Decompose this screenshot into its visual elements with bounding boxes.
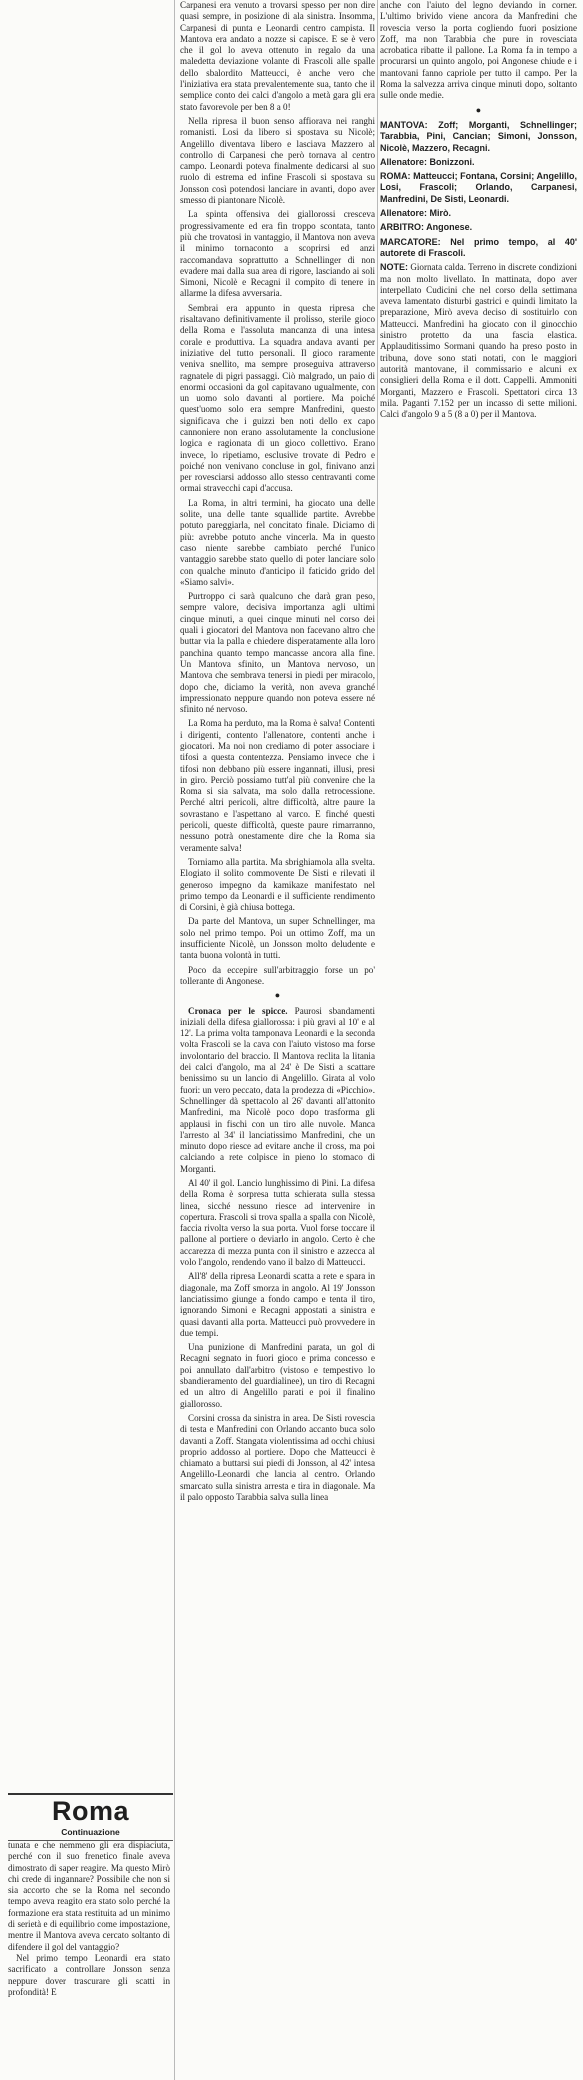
notes xyxy=(380,262,577,420)
lineup-mantova-players: Zoff; Morganti, Schnellinger; Tarabbia, Pini, Cancian; Simoni, Jonsson, Nicolè, Mazzero, Recagni. xyxy=(380,119,577,153)
article-paragraph: Torniamo alla partita. Ma sbrighiamola alla svelta. Elogiato il solito commovente De Sisti e rilevati il generoso impegno da kamikaze manifestato nel primo tempo da Leonardi e il sufficiente rendimento di Corsini, è già chiusa bottega. xyxy=(180,856,375,913)
lineup-mantova-label: MANTOVA: xyxy=(380,119,428,130)
column-rule-right xyxy=(377,0,378,690)
cronaca-text: Paurosi sbandamenti iniziali della difesa giallorossa: i più gravi al 10' e al 12'. La prima volta tamponava Leonardi e la seconda volta Frascoli se la cava con l'aiuto vistoso ma forse involontario del braccio. Il Mantova reclita la litania dei calci d'angolo, ma al 24' è De Sisti a scattare benissimo su un lancio di Angelillo. Girata al volo fuori: un vero peccato, data la prodezza di «Picchio». Schnellinger dà spettacolo al 26' davanti all'attonito Manfredini, ma Nicolè poco dopo trasforma gli applausi in fischi con un tiro alle nuvole. Manca l'arresto al 34' il lanciatissimo Manfredini, che un minuto dopo riesce ad evitare anche il cross, ma poi calciando a rete colpisce in pieno lo stomaco di Morganti. xyxy=(180,1005,375,1174)
article-paragraph: Al 40' il gol. Lancio lunghissimo di Pini. La difesa della Roma è sorpresa tutta schierata sulla stessa linea, sicché nessuno riesce ad intervenire in copertura. Frascoli si trova spalla a spalla con Nicolè, faccia rivolta verso la sua porta. Vuol forse toccare il pallone al portiere o deviarlo in angolo. Certo è che accarezza di mezza punta con il sinistro e azzecca al volo l'angolo, rendendo vano il balzo di Matteucci. xyxy=(180,1177,375,1268)
article-paragraph: Corsini crossa da sinistra in area. De Sisti rovescia di testa e Manfredini con Orlando accanto buca solo davanti a Zoff. Stangata violentissima ad occhi chiusi proprio addosso al portiere. Dopo che Matteucci è chiamato a buttarsi sui piedi di Jonsson, al 42' intesa Angelillo-Leonardi che lancia al centro. Orlando smarcato sulla sinistra arresta e tira in diagonale. Ma il palo opposto Tarabbia salva sulla linea xyxy=(180,1412,375,1502)
lineup-roma-players: Matteucci; Fontana, Corsini; Angelillo, Losi, Frascoli; Orlando, Carpanesi, Manfredini, De Sisti, Leonardi. xyxy=(380,171,577,204)
cronaca-lead: Cronaca per le spicce. xyxy=(188,1005,288,1016)
coach-mantova-text: Allenatore: Bonizzoni. xyxy=(380,156,475,167)
continuation-title: Roma xyxy=(51,1796,129,1826)
notes-label: NOTE: xyxy=(380,262,408,273)
article-paragraph: Poco da eccepire sull'arbitraggio forse un po' tollerante di Angonese. xyxy=(180,964,375,986)
article-paragraph: Purtroppo ci sarà qualcuno che darà gran peso, sempre valore, decisiva importanza agli ultimi cinque minuti, a quei cinque minuti nel corso dei quali i giocatori del Mantova non facevano altro che buttar via la palla e chiedere disperatamente alla loro panchina quanto tempo mancasse ancora alla fine. Un Mantova sfinito, un Mantova nervoso, un Mantova che sembrava tenersi in piedi per miracolo, dopo che, diciamo la verità, non aveva granché impressionato neppure quando non poteva essere né sfinito né nervoso. xyxy=(180,591,375,715)
article-paragraph: Da parte del Mantova, un super Schnellinger, ma solo nel primo tempo. Poi un ottimo Zoff, ma un insufficiente Nicolè, un Jonsson molto deludente e tanta buona volontà in tutti. xyxy=(180,916,375,961)
article-paragraph: Nella ripresa il buon senso affiorava nei ranghi romanisti. Losi da libero si spostava su Nicolè; Angelillo diventava libero e lasciava Mazzero al controllo di Carpanesi che però tornava al centro campo. Leonardi poteva finalmente dedicarsi al suo ruolo di estrema ed infine Frascoli si spostava su Jonsson così potendosi lanciare in avanti, dopo aver smesso di piantonare Nicolè. xyxy=(180,115,375,206)
article-paragraph: La spinta offensiva dei giallorossi cresceva progressivamente ed era fin troppo scontata, tanto più che trovatosi in vantaggio, il Mantova non aveva il minimo tornaconto a scoprirsi ed anzi raccomandava soprattutto a Schnellinger di non evadere mai dalla sua area di rigore, lasciando ai soli Simoni, Nicolè e Recagni il compito di tenere in allarme la difesa avversaria. xyxy=(180,209,375,299)
continuation-subtitle: Continuazione xyxy=(61,1827,120,1837)
article-column-left xyxy=(8,1840,170,2076)
article-paragraph: La Roma, in altri termini, ha giocato una delle solite, una delle tante squallide partite. Avrebbe potuto pareggiarla, nel concitato finale. Diciamo di più: avrebbe potuto anche vincerla. Ma in questo caso niente sarebbe cambiato perché l'unico vantaggio sarebbe stato quello di poter lanciare solo con qualche minuto d'anticipo il faticido grido del «Siamo salvi». xyxy=(180,497,375,587)
scorer-value: Nel primo tempo, al 40' autorete di Frascoli. xyxy=(380,236,577,258)
scorer xyxy=(380,237,577,260)
article-paragraph: All'8' della ripresa Leonardi scatta a rete e spara in diagonale, ma Zoff smorza in angolo. Al 19' Jonsson lanciatissimo giunge a fondo campo e tenta il tiro, ignorando Simoni e Recagni appostati a sinistra e quasi davanti alla porta. Matteucci può provvedere in due tempi. xyxy=(180,1271,375,1338)
article-column-center xyxy=(180,0,375,2080)
coach-mantova xyxy=(380,157,577,168)
separator-dot: ● xyxy=(274,990,281,1001)
referee xyxy=(380,222,577,233)
article-paragraph: Una punizione di Manfredini parata, un gol di Recagni segnato in fuori gioco e prima concesso e poi annullato dall'arbitro (vistoso e tempestivo lo sbandieramento del guardialinee), un tiro di Recagni ed un altro di Angelillo parati e poi il finalino giallorosso. xyxy=(180,1342,375,1409)
article-paragraph: Nel primo tempo Leonardi era stato sacrificato a controllare Jonsson senza neppure dover trascurare gli scatti in profondità! E xyxy=(8,1952,170,1997)
referee-label: ARBITRO: xyxy=(380,222,424,233)
notes-text: Giornata calda. Terreno in discrete condizioni ma non molto livellato. In mattinata, dopo aver interpellato Cudicini che nel corso della settimana aveva lamentato disturbi gastrici e quindi limitato la preparazione, Mirò aveva deciso di sostituirlo con Matteucci. Manfredini ha giocato con il ginocchio sinistro protetto da una fascia elastica. Applauditissimo Sormani quando ha preso posto in tribuna, dove sono stati notati, con le maggiori autorità mantovane, il commissario e alcuni ex consiglieri della Roma e il dott. Cappelli. Ammoniti Morganti, Mazzero e Frascoli. Spettatori circa 13 mila. Paganti 7.152 per un incasso di sette milioni. Calci d'angolo 9 a 5 (8 a 0) per il Mantova. xyxy=(380,262,577,420)
referee-value: Angonese. xyxy=(424,222,473,233)
article-column-right xyxy=(380,0,577,680)
article-paragraph: Carpanesi era venuto a trovarsi spesso per non dire quasi sempre, in posizione di ala sinistra. Insomma, Carpanesi di punta e Leonardi centro campista. Il Mantova era andato a nozze si capisce. E se è vero che il gol lo aveva ottenuto in regalo da una maledetta deviazione volante di Frascoli alle spalle dello sbalordito Matteucci, è anche vero che l'iniziativa era stata prevalentemente sua, tanto che il semplice conto dei calci d'angolo a metà gara gli era stato favorevole per ben 8 a 0! xyxy=(180,0,375,112)
article-paragraph: tunata e che nemmeno gli era dispiaciuta, perché con il suo frenetico finale aveva dimostrato di saper reagire. Ma questo Mirò chi crede di ingannare? Possibile che non si sia accorto che se la Roma nel secondo tempo aveva reagito era stato solo perché la formazione era stata restituita ad un minimo di serietà e di equilibrio come impostazione, mentre il Mantova aveva cercato soltanto di difendere il gol del vantaggio? xyxy=(8,1840,170,1952)
separator-dot: ● xyxy=(475,104,482,115)
continuation-header xyxy=(8,1793,173,1841)
scorer-label: MARCATORE: xyxy=(380,236,441,247)
article-paragraph: anche con l'aiuto del legno deviando in corner. L'ultimo brivido viene ancora da Manfredini che rovescia verso la porta cogliendo fuori posizione Zoff, ma non Tarabbia che pure in rovesciata acrobatica ribatte il pallone. La Roma fa in tempo a procurarsi un quinto angolo, poi Angonese chiude e i mantovani fanno capriole per tutto il campo. Per la Roma la salvezza arriva cinque minuti dopo, soltanto sulle onde medie. xyxy=(380,0,577,101)
lineup-roma xyxy=(380,171,577,205)
lineup-roma-label: ROMA: xyxy=(380,171,411,182)
article-paragraph: Sembrai era appunto in questa ripresa che risaltavano definitivamente il prolisso, sterile gioco della Roma e l'assoluta mancanza di una intesa corale e produttiva. La squadra andava avanti per iniziative del tutto personali. Il gioco raramente veniva snellito, ma sempre proseguiva attraverso ragnatele di pigri passaggi. Ciò malgrado, un paio di enormi occasioni da gol capitavano ugualmente, con un uomo solo davanti al portiere. Ma poiché quest'uomo solo era sempre Manfredini, questo significava che i guizzi ben noti dello ex capo cannoniere non erano assolutamente la conclusione logica e ragionata di un gioco collettivo. Erano invece, lo ripetiamo, esclusive trovate di Pedro e poiché non venivano concluse in gol, finivano anzi per rovesciarsi addosso allo stesso centravanti come ormai stravecchi capi d'accusa. xyxy=(180,302,375,494)
coach-roma-text: Allenatore: Mirò. xyxy=(380,208,452,219)
coach-roma xyxy=(380,208,577,219)
cronaca-paragraph xyxy=(180,1006,375,1175)
column-rule-left xyxy=(174,0,175,2080)
article-paragraph: La Roma ha perduto, ma la Roma è salva! Contenti i dirigenti, contento l'allenatore, contenti anche i giocatori. Ma noi non crediamo di poter associare i tifosi a questa contentezza. Pensiamo invece che i tifosi non debbano più essere ingannati, illusi, presi in giro. Perciò possiamo tutt'al più convenire che la Roma si sia salvata, ma solo dalla retrocessione. Perché altri pericoli, altre difficoltà, altre paure la sovrastano e l'aspettano al varco. E finché questi pericoli, queste difficoltà, queste paure rimarranno, nessuno potrà onestamente dire che la Roma sia veramente salva! xyxy=(180,718,375,853)
lineup-mantova xyxy=(380,120,577,154)
